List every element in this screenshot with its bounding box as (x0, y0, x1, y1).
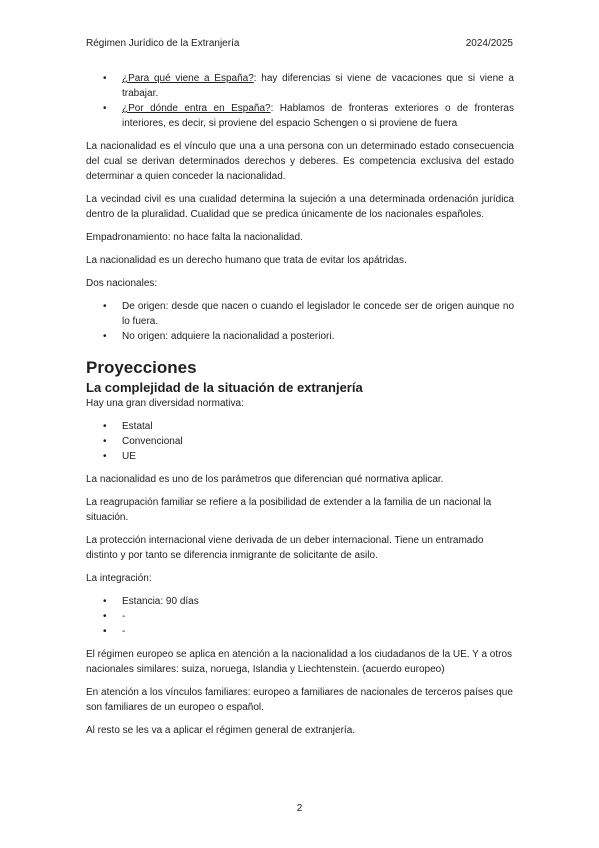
subsection-heading: La complejidad de la situación de extranjería (86, 380, 363, 395)
integration-list (86, 594, 514, 639)
paragraph: La integración: (86, 573, 152, 584)
normative-list (86, 419, 514, 464)
paragraph: La nacionalidad es el vínculo que una a una persona con un determinado estado consecuencia del cual se derivan determinados derechos y deberes. Es competencia exclusiva del estado determinar a quien conceder la nacionalidad. (86, 141, 514, 182)
list-item: • De origen: desde que nacen o cuando el legislador le concede ser de origen aunque no lo fuera. (86, 299, 514, 329)
page-number: 2 (296, 803, 303, 814)
paragraph: Dos nacionales: (86, 278, 158, 289)
header-year: 2024/2025 (465, 38, 513, 49)
list-item: • Estatal (86, 419, 514, 434)
paragraph: La vecindad civil es una cualidad determina la sujeción a una determinada ordenación jurídica dentro de la pluralidad. Cualidad que se predica únicamente de los nacionales españoles. (86, 194, 514, 220)
list-item (86, 71, 514, 101)
list-item: • No origen: adquiere la nacionalidad a posteriori. (86, 329, 514, 344)
page-content (86, 71, 514, 746)
header-title: Régimen Jurídico de la Extranjería (86, 38, 240, 49)
paragraph: La nacionalidad es uno de los parámetros que diferencian qué normativa aplicar. (86, 474, 444, 485)
list-item: • Estancia: 90 días (86, 594, 514, 609)
question-text: ¿Para qué viene a España? (122, 73, 254, 84)
list-item: • - (86, 624, 514, 639)
list-item (86, 101, 514, 131)
paragraph: La reagrupación familiar se refiere a la posibilidad de extender a la familia de un nacional la situación. (86, 497, 492, 523)
question-answer: : hay diferencias si viene de vacaciones que si viene a trabajar. (122, 73, 514, 99)
paragraph: La protección internacional viene derivada de un deber internacional. Tiene un entramado distinto y por tanto se diferencia inmigrante de solicitante de asilo. (86, 535, 484, 561)
nationality-types-list (86, 299, 514, 344)
question-text: ¿Por dónde entra en España? (122, 103, 271, 114)
page-header (86, 38, 513, 49)
question-answer: : Hablamos de fronteras exteriores o de fronteras interiores, es decir, si proviene del espacio Schengen o si proviene de fuera (122, 103, 514, 129)
paragraph: Al resto se les va a aplicar el régimen general de extranjería. (86, 725, 356, 736)
paragraph: La nacionalidad es un derecho humano que trata de evitar los apátridas. (86, 255, 407, 266)
paragraph: El régimen europeo se aplica en atención a la nacionalidad a los ciudadanos de la UE. Y a otros nacionales similares: suiza, noruega, Islandia y Liechtenstein. (acuerdo europeo) (86, 649, 513, 675)
paragraph: En atención a los vínculos familiares: europeo a familiares de nacionales de terceros países que son familiares de un europeo o español. (86, 687, 513, 713)
section-heading: Proyecciones (86, 358, 197, 377)
list-item: • Convencional (86, 434, 514, 449)
list-item: • - (86, 609, 514, 624)
list-item: • UE (86, 449, 514, 464)
question-list (86, 71, 514, 131)
paragraph: Empadronamiento: no hace falta la nacionalidad. (86, 232, 303, 243)
paragraph: Hay una gran diversidad normativa: (86, 398, 244, 409)
